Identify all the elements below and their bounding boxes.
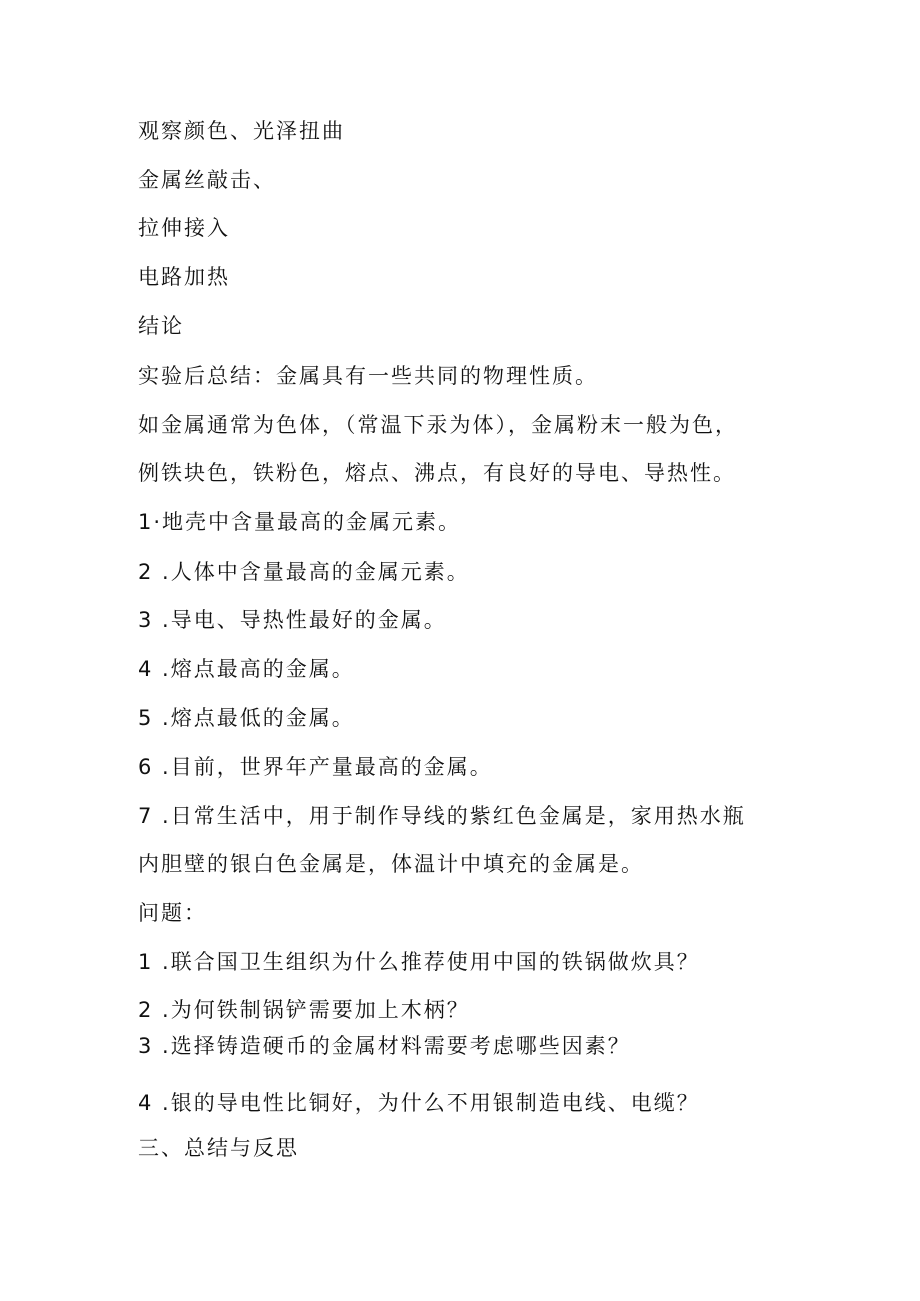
text-line-13: 5 .熔点最低的金属。	[138, 706, 355, 730]
text-line-9: 1·地壳中含量最高的金属元素。	[138, 510, 462, 534]
text-line-14: 6 .目前，世界年产量最高的金属。	[138, 755, 493, 779]
text-line-16: 内胆壁的银白色金属是，体温计中填充的金属是。	[138, 852, 644, 876]
text-line-8: 例铁块色，铁粉色，熔点、沸点，有良好的导电、导热性。	[138, 461, 736, 485]
text-line-10: 2 .人体中含量最高的金属元素。	[138, 560, 470, 584]
text-line-12: 4 .熔点最高的金属。	[138, 657, 355, 681]
text-line-3: 拉伸接入	[138, 216, 230, 240]
text-line-21: 4 .银的导电性比铜好，为什么不用银制造电线、电缆？	[138, 1091, 700, 1115]
text-line-5: 结论	[138, 314, 184, 338]
text-line-1: 观察颜色、光泽扭曲	[138, 119, 345, 143]
text-line-15: 7 .日常生活中，用于制作导线的紫红色金属是，家用热水瓶	[138, 804, 746, 828]
text-line-20: 3 .选择铸造硬币的金属材料需要考虑哪些因素？	[138, 1034, 631, 1058]
text-line-18: 1 .联合国卫生组织为什么推荐使用中国的铁锅做炊具？	[138, 950, 700, 974]
text-line-2: 金属丝敲击、	[138, 168, 276, 192]
text-line-19: 2 .为何铁制锅铲需要加上木柄？	[138, 998, 470, 1022]
text-line-17: 问题：	[138, 901, 207, 925]
text-line-7: 如金属通常为色体，（常温下汞为体），金属粉末一般为色，	[138, 413, 738, 437]
text-line-4: 电路加热	[138, 265, 230, 289]
text-line-11: 3 .导电、导热性最好的金属。	[138, 608, 447, 632]
text-line-6: 实验后总结：金属具有一些共同的物理性质。	[138, 364, 598, 388]
section-heading: 三、总结与反思	[138, 1136, 299, 1160]
